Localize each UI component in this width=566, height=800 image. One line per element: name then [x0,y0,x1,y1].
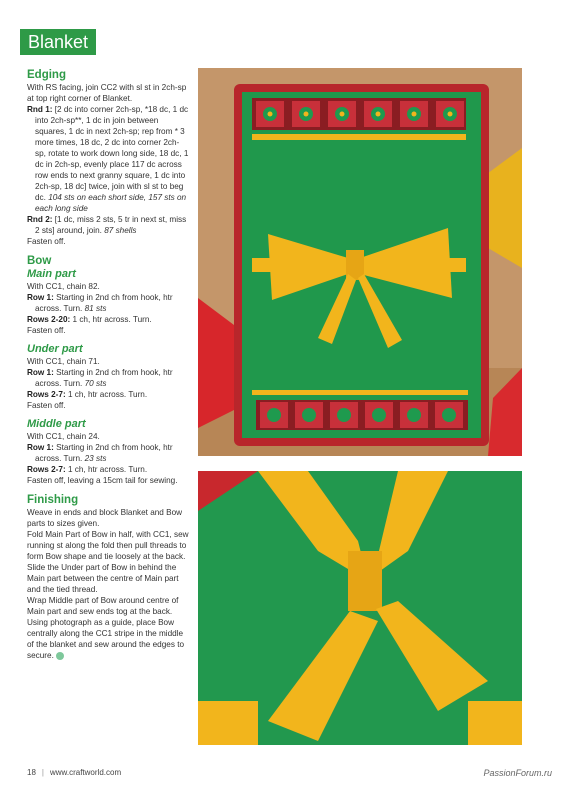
blanket-photo [198,68,522,456]
blanket-photo-art [198,68,522,456]
under-chain: With CC1, chain 71. [27,357,100,366]
middle-fasten: Fasten off, leaving a 15cm tail for sewing. [27,476,178,485]
edging-heading: Edging [27,69,66,81]
main-rows: Rows 2-20: 1 ch, htr across. Turn. [27,315,152,324]
finishing-p4: Wrap Middle part of Bow around centre of Main part and sew ends tog at the back. [27,596,179,616]
footer-separator: | [41,768,44,777]
pattern-column [27,68,190,661]
section-tab: Blanket [20,29,96,55]
main-chain: With CC1, chain 82. [27,282,100,291]
bow-heading: Bow [27,255,52,267]
finishing-p1: Weave in ends and block Blanket and Bow parts to sizes given. [27,508,183,528]
footer-site: www.craftworld.com [49,768,122,777]
middle-chain: With CC1, chain 24. [27,432,100,441]
page-number: 18 [27,768,36,777]
edging-rnd1: Rnd 1: [2 dc into corner 2ch-sp, *18 dc, 1 dc into 2ch-sp**, 1 dc in join between squares, 1 dc in next 2ch-sp; rep from * 3 more times, 18 dc, 2 dc into corner 2ch-sp, rotate to work down long side, 18 dc, 1 dc in 2ch-sp, evenly place 117 dc across row ends to next granny square, 1 dc into 2ch-sp, 18 dc] twice, join with sl st to beg dc. 104 sts on each short side, 157 sts on each long side [27,105,189,213]
under-row1: Row 1: Starting in 2nd ch from hook, htr across. Turn. 70 sts [27,368,173,388]
edging-fasten: Fasten off. [27,237,66,246]
bow-closeup-photo [198,471,522,745]
middle-part-heading: Middle part [27,418,86,430]
main-fasten: Fasten off. [27,326,66,335]
page-footer [27,768,121,777]
edging-rnd2: Rnd 2: [1 dc, miss 2 sts, 5 tr in next st, miss 2 sts] around, join. 87 shells [27,215,187,235]
middle-rows: Rows 2-7: 1 ch, htr across. Turn. [27,465,148,474]
end-mark-icon [56,652,64,660]
under-part-heading: Under part [27,343,83,355]
main-row1: Row 1: Starting in 2nd ch from hook, htr across. Turn. 81 sts [27,293,173,313]
finishing-p2: Fold Main Part of Bow in half, with CC1, sew running st along the fold then pull threads to form Bow shape and tie loosely at the back. [27,530,189,561]
finishing-p5: Using photograph as a guide, place Bow centrally along the CC1 stripe in the middle of the blanket and sew around the edges to secure. [27,618,185,660]
edging-intro: With RS facing, join CC2 with sl st in 2ch-sp at top right corner of Blanket. [27,83,187,103]
bow-closeup-art [198,471,522,745]
granny-squares-bottom [256,400,468,430]
under-rows: Rows 2-7: 1 ch, htr across. Turn. [27,390,148,399]
middle-row1: Row 1: Starting in 2nd ch from hook, htr across. Turn. 23 sts [27,443,173,463]
main-part-heading: Main part [27,268,76,280]
under-fasten: Fasten off. [27,401,66,410]
finishing-heading: Finishing [27,494,79,506]
granny-squares-top [252,98,466,130]
finishing-p3: Slide the Under part of Bow in behind the Main part between the centre of Main part and the tied thread. [27,563,179,594]
watermark: PassionForum.ru [483,768,552,778]
